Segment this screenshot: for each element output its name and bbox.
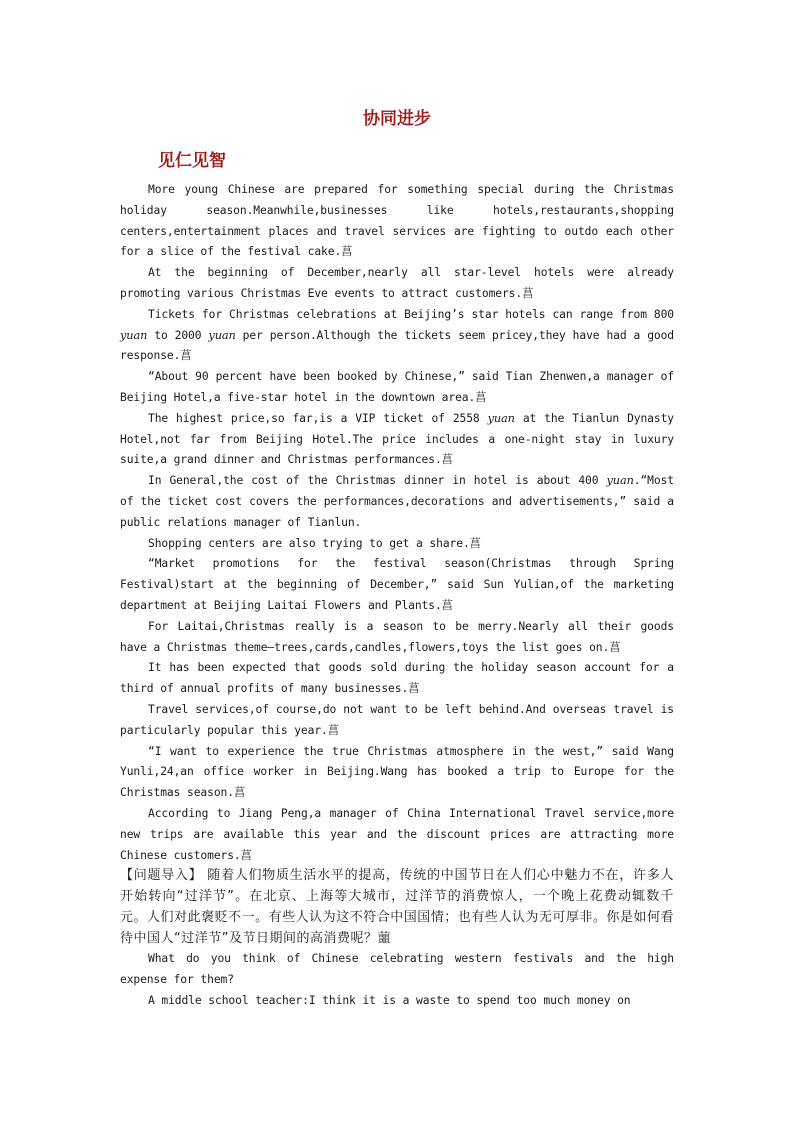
paragraph-13: According to Jiang Peng,a manager of China International Travel service,more new trips are available this year and the discount prices are attracting more Chinese customers.菖 [120,806,674,862]
discussion-question: What do you think of Chinese celebrating western festivals and the high expense for them? [120,952,674,987]
section-title: 见仁见智 [158,151,226,171]
paragraph-3: Tickets for Christmas celebrations at Beijing’s star hotels can range from 800 yuan to 2000 yuan per person.Although the tickets seem pricey,they have had a good response.菖 [120,307,675,363]
paragraph-9: For Laitai,Christmas really is a season to be merry.Nearly all their goods have a Christmas theme—trees,cards,candles,flowers,toys the list goes on.菖 [120,619,674,654]
paragraph-5: The highest price,so far,is a VIP ticket of 2558 yuan at the Tianlun Dynasty Hotel,not far from Beijing Hotel.The price includes a one-night stay in luxury suite,a grand dinner and Christmas performances.菖 [120,411,674,467]
page-title: 协同进步 [363,109,431,129]
paragraph-6: In General,the cost of the Christmas dinner in hotel is about 400 yuan.“Most of the ticket cost covers the performances,decorations and advertisements,” said a public relations manager of Tianlun. [120,474,674,529]
paragraph-10: It has been expected that goods sold during the holiday season account for a third of annual profits of many businesses.菖 [120,661,674,696]
teacher-opinion: A middle school teacher:I think it is a waste to spend too much money on [148,994,631,1008]
paragraph-7: Shopping centers are also trying to get a share.菖 [148,536,481,550]
paragraph-8: “Market promotions for the festival season(Christmas through Spring Festival)start at the beginning of December,” said Sun Yulian,of the marketing department at Beijing Laitai Flowers and Plants.菖 [120,557,674,612]
question-intro: 【问题导入】 随着人们物质生活水平的提高，传统的中国节日在人们心中魅力不在，许多人开始转向“过洋节”。在北京、上海等大城市，过洋节的消费惊人，一个晚上花费动辄数千元。人们对此褒贬不一。有些人认为这不符合中国国情；也有些人认为无可厚非。你是如何看待中国人“过洋节”及节日期间的高消费呢？蘁 [120,868,674,946]
paragraph-11: Travel services,of course,do not want to be left behind.And overseas travel is particularly popular this year.菖 [120,702,674,737]
paragraph-12: “I want to experience the true Christmas atmosphere in the west,” said Wang Yunli,24,an office worker in Beijing.Wang has booked a trip to Europe for the Christmas season.菖 [120,744,674,800]
article-body [120,180,674,1012]
paragraph-1: More young Chinese are prepared for something special during the Christmas holiday season.Meanwhile,businesses like hotels,restaurants,shopping centers,entertainment places and travel services are fighting to outdo each other for a slice of the festival cake.菖 [120,183,674,259]
paragraph-4: “About 90 percent have been booked by Chinese,” said Tian Zhenwen,a manager of Beijing Hotel,a five-star hotel in the downtown area.菖 [120,370,674,404]
paragraph-2: At the beginning of December,nearly all star-level hotels were already promoting various Christmas Eve events to attract customers.菖 [120,266,674,300]
